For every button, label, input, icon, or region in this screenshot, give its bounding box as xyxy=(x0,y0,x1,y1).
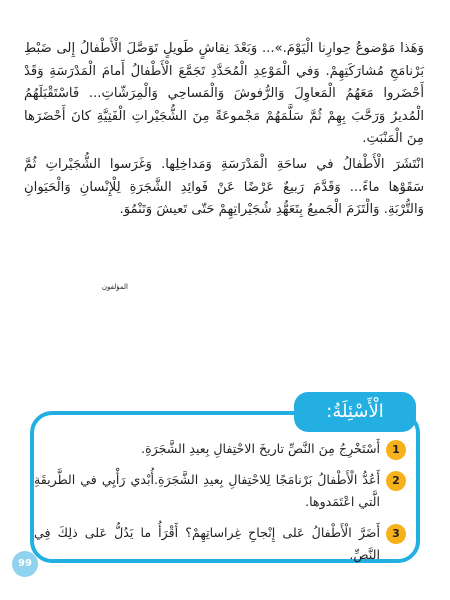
question-item xyxy=(34,469,406,513)
question-text: أَعُدُّ الْأَطْفالُ بَرْنامَجًا لِلاحْتِفالِ بِعيدِ الشَّجَرَةِ.أُبْدي رَأْيِي في الطَّريقَةِ الَّتي اعْتَمَدوها. xyxy=(34,472,380,509)
question-text: أَسْتَخْرِجُ مِنَ النَّصِّ تاريخَ الاحْتِفالِ بِعيدِ الشَّجَرَةِ. xyxy=(141,441,380,456)
page-number: 99 xyxy=(12,551,38,577)
question-text: أَضَرَّ الْأَطْفالُ عَلى إِنْجاحِ غِراساتِهِمْ؟ أَقْرَأُ ما يَدُلُّ عَلى ذلِكَ فِي النَّصِّ. xyxy=(34,525,380,562)
questions-title: الْأَسْئِلَةُ: xyxy=(326,401,384,422)
question-item xyxy=(34,522,406,566)
question-number-badge: 1 xyxy=(386,440,406,460)
question-item xyxy=(34,438,406,460)
story-paragraph: انْتَشَرَ الْأَطْفالُ في ساحَةِ الْمَدْرَسَةِ وَمَداخِلِها. وَغَرَسوا الشُّجَيْراتِ ثُمَّ سَقَوْها ماءً... وَقَدَّمَ رَبيعٌ عَرْضًا عَنْ فَوائِدِ الشَّجَرَةِ لِلْإِنْسانِ وَالْحَيَوانِ وَالتُّرْبَةِ. وَالْتَزَمَ الْجَميعُ بِتَعَهُّدِ شُجَيْراتِهِمْ حَتّى تَعيشَ وَتَنْمُوَ. xyxy=(24,156,424,218)
author-credit: المؤلفون xyxy=(101,283,128,291)
story-text xyxy=(24,38,424,225)
question-number-badge: 3 xyxy=(386,524,406,544)
question-number-badge: 2 xyxy=(386,471,406,491)
story-paragraph: وَهَذا مَوْضوعُ حِوارِنا الْيَوْمَ.»... وَبَعْدَ نِقاشٍ طَويلٍ تَوَصَّلَ الْأَطْفالُ إِلى ضَبْطِ بَرْنامَجِ مُشارَكَتِهِمْ. وَفي الْمَوْعِدِ الْمُحَدَّدِ تَجَمَّعَ الْأَطْفالُ أَمامَ الْمَدْرَسَةِ وَقَدْ أَحْضَروا مَعَهُمُ الْمَعاوِلَ وَالرُّفوشَ وَالْمَساحِي وَالْمِرَشّاتِ... فَاسْتَقْبَلَهُمُ الْمُديرُ وَرَحَّبَ بِهِمْ ثُمَّ سَلَّمَهُمْ مَجْموعَةً مِنَ الشُّجَيْراتِ الْفَتِيَّةِ كانَ أَحْضَرَها مِنَ الْمَنْبَتِ. xyxy=(24,41,424,147)
questions-list xyxy=(34,438,406,575)
